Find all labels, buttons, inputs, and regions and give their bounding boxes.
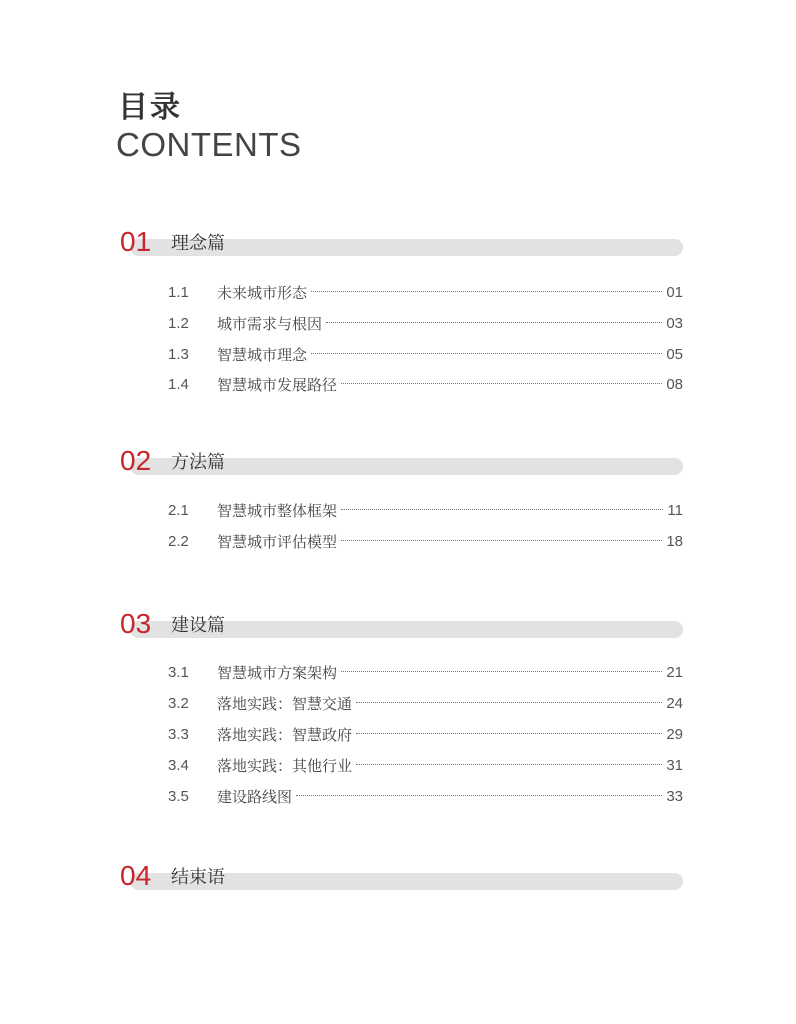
entry-page: 08: [666, 375, 683, 393]
entry-number: 3.1: [168, 663, 189, 681]
dot-leader: [341, 509, 663, 510]
entry-label: 智慧城市发展路径: [217, 375, 338, 394]
entry-number: 3.4: [168, 756, 189, 774]
toc-entry[interactable]: [168, 785, 683, 807]
entry-number: 1.3: [168, 345, 189, 363]
entry-number: 1.1: [168, 283, 189, 301]
dot-leader: [296, 795, 662, 796]
toc-entry[interactable]: [168, 281, 683, 303]
entry-number: 3.5: [168, 787, 189, 805]
section-title[interactable]: 结束语: [171, 867, 225, 888]
toc-entry[interactable]: [168, 692, 683, 714]
toc-title-en: CONTENTS: [116, 126, 302, 163]
toc-entry[interactable]: [168, 499, 683, 521]
toc-entry[interactable]: [168, 343, 683, 365]
entry-number: 3.3: [168, 725, 189, 743]
entry-number: 1.4: [168, 375, 189, 393]
entry-label: 智慧城市理念: [217, 345, 308, 364]
entry-page: 29: [666, 725, 683, 743]
dot-leader: [341, 383, 662, 384]
entry-page: 01: [666, 283, 683, 301]
entry-page: 18: [666, 532, 683, 550]
entry-label: 未来城市形态: [217, 283, 308, 302]
entry-label: 落地实践：智慧交通: [217, 694, 353, 713]
section-title[interactable]: 理念篇: [171, 233, 225, 254]
entry-label: 智慧城市评估模型: [217, 532, 338, 551]
toc-entry[interactable]: [168, 312, 683, 334]
entry-page: 03: [666, 314, 683, 332]
toc-entry[interactable]: [168, 530, 683, 552]
section-number: 02: [120, 445, 152, 476]
dot-leader: [311, 291, 662, 292]
entry-label: 落地实践：智慧政府: [217, 725, 353, 744]
dot-leader: [341, 540, 662, 541]
section-number: 03: [120, 608, 152, 639]
entry-page: 24: [666, 694, 683, 712]
entry-page: 05: [666, 345, 683, 363]
dot-leader: [356, 702, 662, 703]
entry-label: 建设路线图: [217, 787, 293, 806]
section-number: 01: [120, 226, 152, 257]
entry-number: 3.2: [168, 694, 189, 712]
section-number: 04: [120, 860, 152, 891]
toc-entry[interactable]: [168, 661, 683, 683]
dot-leader: [326, 322, 662, 323]
section-title[interactable]: 建设篇: [171, 615, 225, 636]
entry-page: 11: [667, 501, 683, 519]
entry-number: 2.2: [168, 532, 189, 550]
dot-leader: [311, 353, 662, 354]
entry-number: 2.1: [168, 501, 189, 519]
entry-page: 21: [666, 663, 683, 681]
dot-leader: [356, 733, 662, 734]
entry-number: 1.2: [168, 314, 189, 332]
entry-page: 33: [666, 787, 683, 805]
entry-label: 城市需求与根因: [217, 314, 323, 333]
entry-label: 智慧城市整体框架: [217, 501, 338, 520]
dot-leader: [356, 764, 662, 765]
entry-label: 智慧城市方案架构: [217, 663, 338, 682]
toc-entry[interactable]: [168, 723, 683, 745]
dot-leader: [341, 671, 662, 672]
toc-entry[interactable]: [168, 373, 683, 395]
entry-label: 落地实践：其他行业: [217, 756, 353, 775]
section-title[interactable]: 方法篇: [171, 452, 225, 473]
toc-title-cn: 目录: [118, 90, 182, 125]
entry-page: 31: [666, 756, 683, 774]
toc-entry[interactable]: [168, 754, 683, 776]
